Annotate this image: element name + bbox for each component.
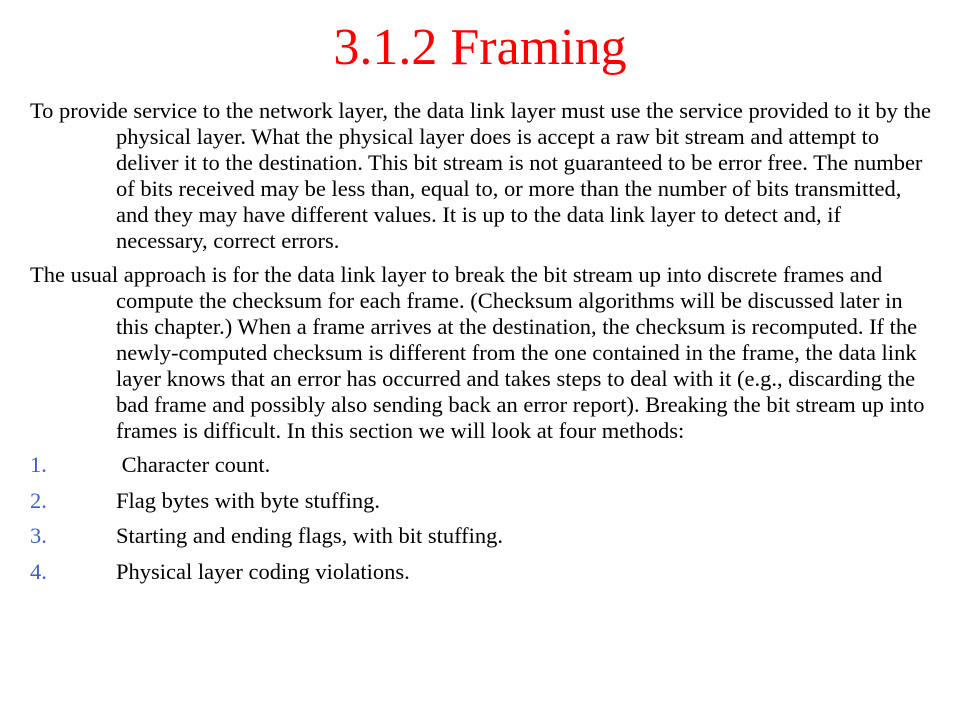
list-text: Starting and ending flags, with bit stuffing.: [116, 523, 504, 548]
paragraph-service: To provide service to the network layer, the data link layer must use the service provided to it by the physical layer. What the physical layer does is accept a raw bit stream and attempt to deliver it to the destination. This bit stream is not guaranteed to be error free. The number of bits received may be less than, equal to, or more than the number of bits transmitted, and they may have different values. It is up to the data link layer to detect and, if necessary, correct errors.: [30, 98, 931, 253]
list-item: [30, 488, 935, 514]
list-item: [30, 559, 935, 585]
list-item: [30, 523, 935, 549]
methods-list: [30, 452, 935, 585]
paragraph-approach: The usual approach is for the data link layer to break the bit stream up into discrete frames and compute the checksum for each frame. (Checksum algorithms will be discussed later in this chapter.) When a frame arrives at the destination, the checksum is recomputed. If the newly-computed checksum is different from the one contained in the frame, the data link layer knows that an error has occurred and takes steps to deal with it (e.g., discarding the bad frame and possibly also sending back an error report). Breaking the bit stream up into frames is difficult. In this section we will look at four methods:: [30, 262, 925, 443]
list-text: Character count.: [116, 452, 271, 477]
list-item: [30, 452, 935, 478]
list-text: Physical layer coding violations.: [116, 558, 410, 584]
slide-title: 3.1.2 Framing: [333, 19, 627, 76]
slide-body: [30, 98, 935, 594]
list-number: 2.: [30, 487, 47, 513]
list-number: 3.: [30, 523, 47, 548]
list-text: Flag bytes with byte stuffing.: [116, 487, 380, 513]
list-number: 1.: [30, 452, 47, 477]
list-number: 4.: [30, 558, 47, 584]
